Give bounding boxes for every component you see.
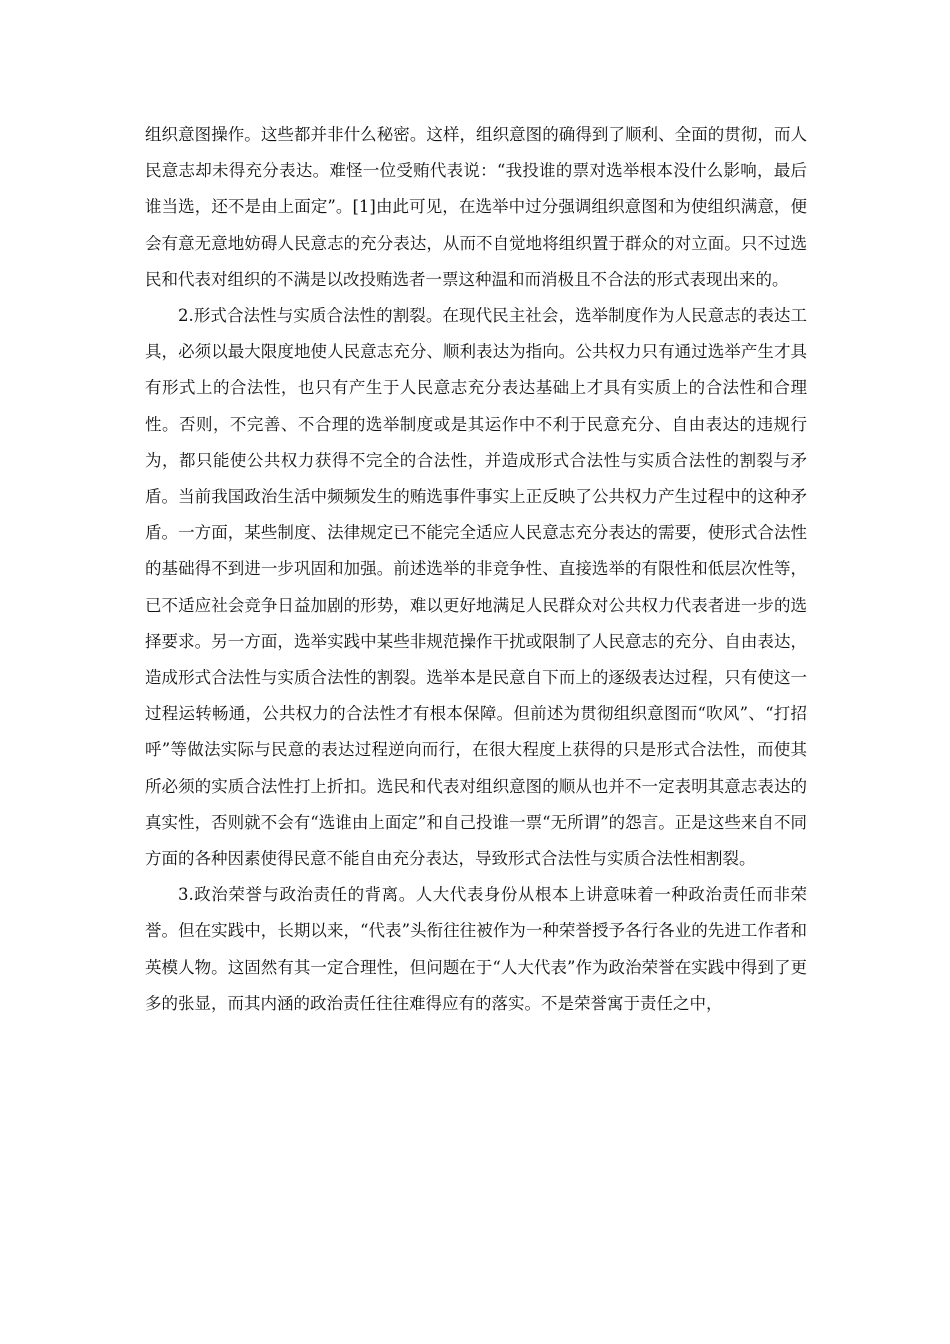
body-text — [145, 117, 807, 1022]
paragraph-section-2: 2.形式合法性与实质合法性的割裂。在现代民主社会，选举制度作为人民意志的表达工具，必须以最大限度地使人民意志充分、顺利表达为指向。公共权力只有通过选举产生才具有形式上的合法性，也只有产生于人民意志充分表达基础上才具有实质上的合法性和合理性。否则，不完善、不合理的选举制度或是其运作中不利于民意充分、自由表达的违规行为，都只能使公共权力获得不完全的合法性，并造成形式合法性与实质合法性的割裂与矛盾。当前我国政治生活中频频发生的贿选事件事实上正反映了公共权力产生过程中的这种矛盾。一方面，某些制度、法律规定已不能完全适应人民意志充分表达的需要，使形式合法性的基础得不到进一步巩固和加强。前述选举的非竞争性、直接选举的有限性和低层次性等，已不适应社会竞争日益加剧的形势，难以更好地满足人民群众对公共权力代表者进一步的选择要求。另一方面，选举实践中某些非规范操作干扰或限制了人民意志的充分、自由表达，造成形式合法性与实质合法性的割裂。选举本是民意自下而上的逐级表达过程，只有使这一过程运转畅通，公共权力的合法性才有根本保障。但前述为贯彻组织意图而“吹风”、“打招呼”等做法实际与民意的表达过程逆向而行，在很大程度上获得的只是形式合法性，而使其所必须的实质合法性打上折扣。选民和代表对组织意图的顺从也并不一定表明其意志表达的真实性，否则就不会有“选谁由上面定”和自己投谁一票“无所谓”的怨言。正是这些来自不同方面的各种因素使得民意不能自由充分表达，导致形式合法性与实质合法性相割裂。 — [145, 306, 807, 869]
paragraph-section-3: 3.政治荣誉与政治责任的背离。人大代表身份从根本上讲意味着一种政治责任而非荣誉。但在实践中，长期以来，“代表”头衔往往被作为一种荣誉授予各行各业的先进工作者和英模人物。这固然有其一定合理性，但问题在于“人大代表”作为政治荣誉在实践中得到了更多的张显，而其内涵的政治责任往往难得应有的落实。不是荣誉寓于责任之中， — [145, 885, 807, 1013]
paragraph-continuation: 组织意图操作。这些都并非什么秘密。这样，组织意图的确得到了顺利、全面的贯彻，而人民意志却未得充分表达。难怪一位受贿代表说：“我投谁的票对选举根本没什么影响，最后谁当选，还不是由上面定”。[1]由此可见，在选举中过分强调组织意图和为使组织满意，便会有意无意地妨碍人民意志的充分表达，从而不自觉地将组织置于群众的对立面。只不过选民和代表对组织的不满是以改投贿选者一票这种温和而消极且不合法的形式表现出来的。 — [145, 125, 807, 289]
